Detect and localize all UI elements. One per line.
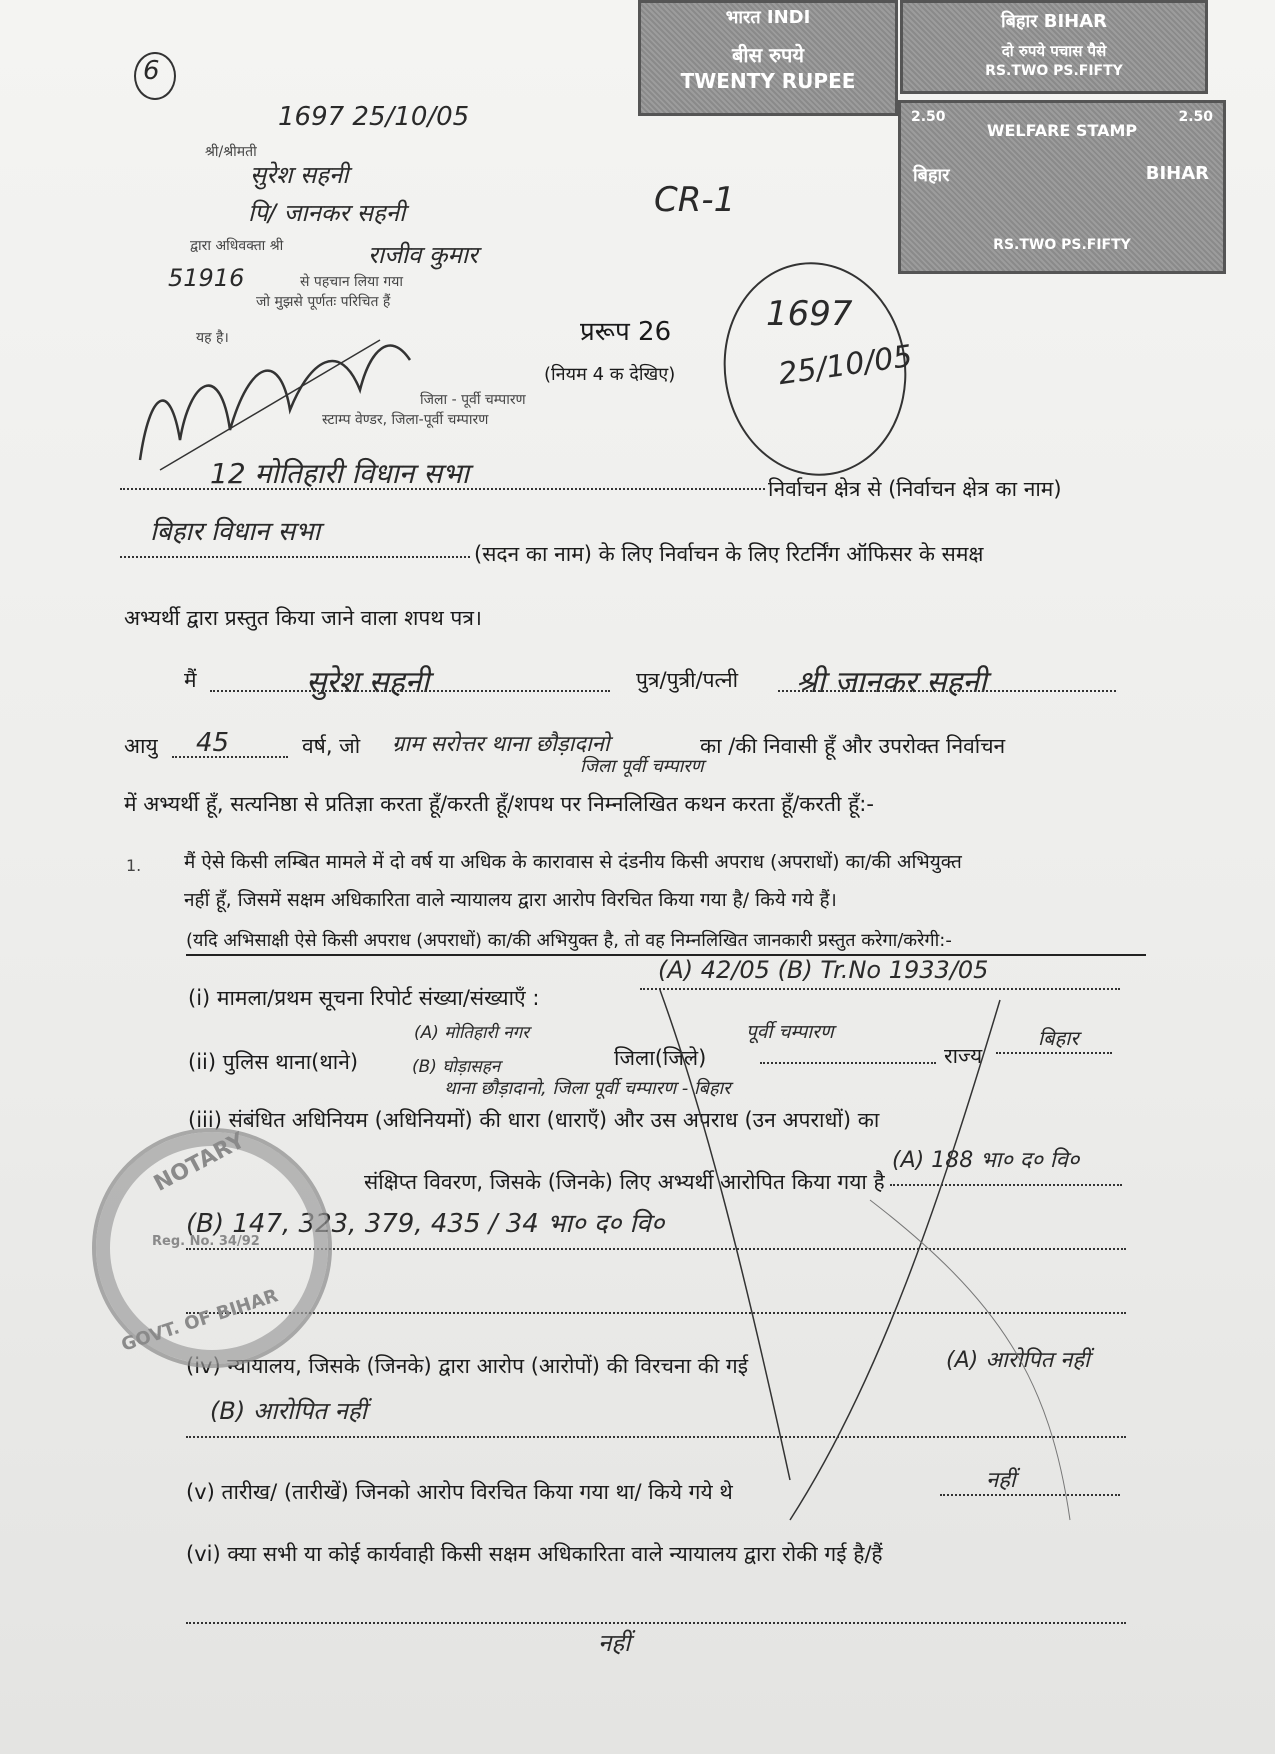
address-hand-2: जिला पूर्वी चम्पारण (580, 756, 704, 777)
item1-line1: मैं ऐसे किसी लम्बित मामले में दो वर्ष या अधिक के कारावास से दंडनीय किसी अपराध (अपराधों) का/की अभियुक्त (184, 851, 962, 873)
name-hand: सुरेश सहनी (306, 665, 430, 700)
item1-note: (यदि अभिसाक्षी ऐसे किसी अपराध (अपराधों) का/की अभियुक्त है, तो वह निम्नलिखित जानकारी प्रस्तुत करेगा/करेगी:- (186, 930, 952, 951)
seal-top-text: NOTARY (149, 1128, 250, 1197)
charge-date-hand: नहीं (986, 1468, 1016, 1493)
item-number: 1. (126, 856, 142, 875)
vendor-text-6: जिला - पूर्वी चम्पारण (420, 392, 526, 408)
proceedings-stayed-label: (vi) क्या सभी या कोई कार्यवाही किसी सक्षम अधिकारिता वाले न्यायालय द्वारा रोकी गई है/हैं (186, 1542, 883, 1566)
name-hand-2: पि/ जानकर सहनी (248, 199, 406, 227)
court-hand-a: (A) आरोपित नहीं (946, 1348, 1090, 1373)
affidavit-line: अभ्यर्थी द्वारा प्रस्तुत किया जाने वाला शपथ पत्र। (124, 606, 482, 630)
address-hand: ग्राम सरोत्तर थाना छौड़ादानो (392, 732, 610, 757)
circled-number: 1697 (766, 294, 853, 334)
vendor-text-1: श्री/श्रीमती (205, 144, 257, 160)
seal-bottom-text: GOVT. OF BIHAR (118, 1285, 281, 1356)
sections-hand-b: (B) 147, 323, 379, 435 / 34 भा० द० वि० (186, 1209, 665, 1239)
year-label: वर्ष, जो (302, 734, 361, 758)
age-label: आयु (124, 734, 158, 758)
constituency-hand: 12 मोतिहारी विधान सभा (210, 457, 470, 490)
number-hand: 51916 (168, 264, 245, 292)
proceedings-hand: नहीं (598, 1629, 631, 1657)
court-fee-stamp-twenty: भारत INDI बीस रुपये TWENTY RUPEE (638, 0, 898, 116)
name-hand-3: राजीव कुमार (368, 241, 478, 269)
district-label: जिला(जिले) (614, 1046, 707, 1070)
sections-label-2: संक्षिप्त विवरण, जिसके (जिनके) लिए अभ्यर्थी आरोपित किया गया है (364, 1170, 885, 1194)
police-station-hand-a: (A) मोतिहारी नगर (414, 1023, 530, 1043)
father-hand: श्री जानकर सहनी (796, 665, 987, 700)
vendor-text-7: स्टाम्प वेण्डर, जिला-पूर्वी चम्पारण (322, 412, 489, 428)
state-label: राज्य (944, 1044, 983, 1068)
sections-hand-a: (A) 188 भा० द० वि० (892, 1148, 1080, 1173)
sections-label: (iii) संबंधित अधिनियम (अधिनियमों) की धारा (धाराएँ) और उस अपराध (उन अपराधों) का (188, 1108, 880, 1132)
age-hand: 45 (196, 728, 230, 758)
i-label: मैं (184, 668, 197, 692)
police-station-hand-line2: थाना छौड़ादानो, जिला पूर्वी चम्पारण - बिहार (444, 1078, 731, 1099)
vendor-text-5: यह है। (196, 330, 229, 346)
vendor-text-3: से पहचान लिया गया (300, 274, 403, 290)
oath-line: में अभ्यर्थी हूँ, सत्यनिष्ठा से प्रतिज्ञा करता हूँ/करती हूँ/शपथ पर निम्नलिखित कथन करता हूँ/करती हूँ:- (124, 792, 874, 816)
form-subtitle: (नियम 4 क देखिए) (544, 364, 676, 385)
house-hand: बिहार विधान सभा (150, 517, 321, 547)
state-hand: बिहार (1038, 1026, 1079, 1050)
resident-label: का /की निवासी हूँ और उपरोक्त निर्वाचन (700, 734, 1006, 758)
charge-date-label: (v) तारीख/ (तारीखें) जिनको आरोप विरचित किया गया था/ किये गये थे (186, 1480, 733, 1504)
house-label: (सदन का नाम) के लिए निर्वाचन के लिए रिटर्निंग ऑफिसर के समक्ष (474, 542, 984, 566)
case-number-label: (i) मामला/प्रथम सूचना रिपोर्ट संख्या/संख्याएँ : (188, 986, 540, 1010)
vendor-text-2: द्वारा अधिवक्ता श्री (190, 238, 284, 254)
name-hand-1: सुरेश सहनी (250, 161, 349, 189)
district-hand: पूर्वी चम्पारण (746, 1021, 834, 1043)
court-hand-b: (B) आरोपित नहीं (210, 1397, 367, 1425)
page-number: 6 (143, 56, 160, 86)
welfare-stamp: 2.50 WELFARE STAMP 2.50 बिहार BIHAR RS.TWO PS.FIFTY (898, 100, 1226, 274)
vendor-text-4: जो मुझसे पूर्णतः परिचित हैं (256, 294, 391, 310)
cr-mark: CR-1 (654, 180, 736, 220)
constituency-label: निर्वाचन क्षेत्र से (निर्वाचन क्षेत्र का नाम) (768, 477, 1062, 501)
item1-line2: नहीं हूँ, जिसमें सक्षम अधिकारिता वाले न्यायालय द्वारा आरोप विरचित किया गया है/ किये गये हैं। (184, 889, 837, 911)
case-number-hand: (A) 42/05 (B) Tr.No 1933/05 (658, 956, 989, 984)
police-station-label: (ii) पुलिस थाना(थाने) (188, 1050, 359, 1074)
serial-date-hand: 1697 25/10/05 (278, 102, 470, 132)
court-label: (iv) न्यायालय, जिसके (जिनके) द्वारा आरोप (आरोपों) की विरचना की गई (186, 1354, 749, 1378)
form-title: प्ररूप 26 (580, 317, 672, 347)
court-fee-stamp-two-fifty: बिहार BIHAR दो रुपये पचास पैसे RS.TWO PS.FIFTY (900, 0, 1208, 94)
relation-label: पुत्र/पुत्री/पत्नी (636, 668, 739, 692)
police-station-hand-b: (B) घोड़ासहन (412, 1057, 501, 1077)
circled-date: 25/10/05 (776, 338, 915, 393)
seal-inner-text: Reg. No. 34/92 (152, 1234, 260, 1249)
